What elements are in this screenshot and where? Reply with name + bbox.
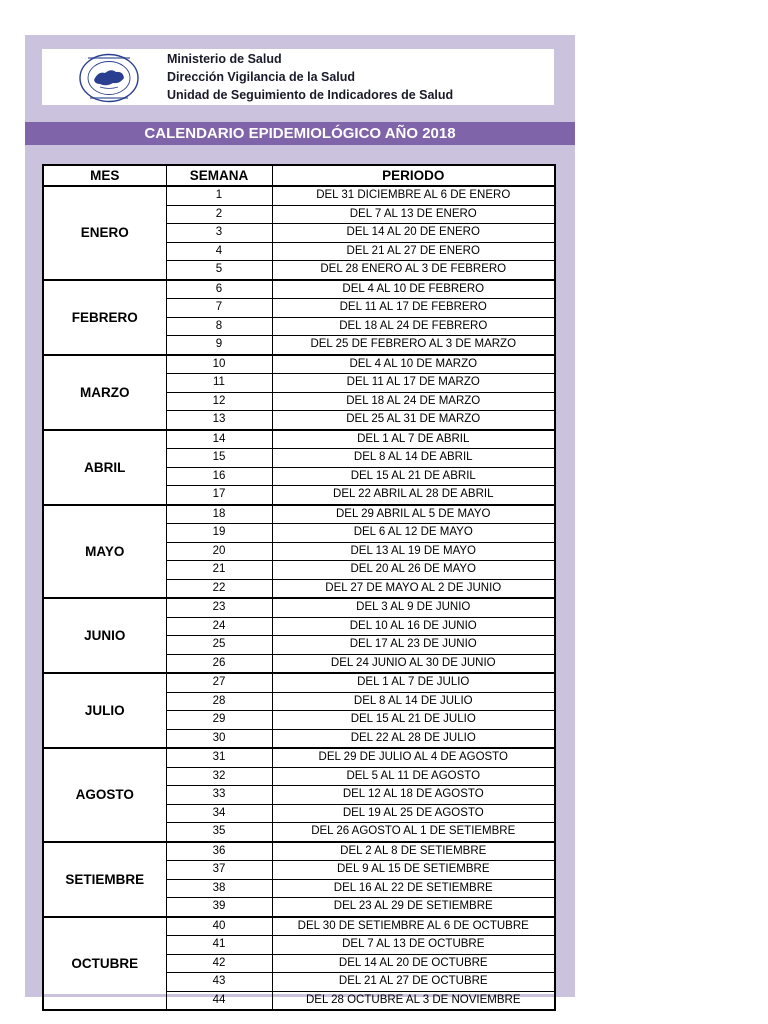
week-number-cell: 5 — [166, 261, 272, 280]
week-number-cell: 10 — [166, 355, 272, 374]
week-number-cell: 28 — [166, 692, 272, 711]
week-number-cell: 15 — [166, 449, 272, 468]
table-row — [43, 355, 555, 374]
period-cell: DEL 10 AL 16 DE JUNIO — [272, 617, 555, 636]
month-cell: ABRIL — [43, 430, 166, 505]
week-number-cell: 43 — [166, 973, 272, 992]
week-number-cell: 1 — [166, 186, 272, 205]
week-number-cell: 14 — [166, 430, 272, 449]
period-cell: DEL 9 AL 15 DE SETIEMBRE — [272, 861, 555, 880]
period-cell: DEL 28 OCTUBRE AL 3 DE NOVIEMBRE — [272, 991, 555, 1010]
week-number-cell: 18 — [166, 505, 272, 524]
ministry-logo-seal — [78, 53, 140, 103]
month-cell: JULIO — [43, 673, 166, 748]
period-cell: DEL 23 AL 29 DE SETIEMBRE — [272, 898, 555, 917]
period-cell: DEL 15 AL 21 DE JULIO — [272, 711, 555, 730]
period-cell: DEL 30 DE SETIEMBRE AL 6 DE OCTUBRE — [272, 917, 555, 936]
period-cell: DEL 24 JUNIO AL 30 DE JUNIO — [272, 654, 555, 673]
header-ministry: Ministerio de Salud — [167, 52, 282, 66]
week-number-cell: 25 — [166, 636, 272, 655]
week-number-cell: 24 — [166, 617, 272, 636]
period-cell: DEL 22 AL 28 DE JULIO — [272, 729, 555, 748]
period-cell: DEL 14 AL 20 DE OCTUBRE — [272, 954, 555, 973]
week-number-cell: 17 — [166, 486, 272, 505]
week-number-cell: 31 — [166, 748, 272, 767]
period-cell: DEL 4 AL 10 DE FEBRERO — [272, 280, 555, 299]
period-cell: DEL 18 AL 24 DE MARZO — [272, 392, 555, 411]
period-cell: DEL 21 AL 27 DE ENERO — [272, 242, 555, 261]
week-number-cell: 34 — [166, 804, 272, 823]
table-row — [43, 673, 555, 692]
period-cell: DEL 17 AL 23 DE JUNIO — [272, 636, 555, 655]
month-cell: OCTUBRE — [43, 917, 166, 1011]
period-cell: DEL 7 AL 13 DE ENERO — [272, 205, 555, 224]
week-number-cell: 29 — [166, 711, 272, 730]
period-cell: DEL 5 AL 11 DE AGOSTO — [272, 767, 555, 786]
period-cell: DEL 25 AL 31 DE MARZO — [272, 411, 555, 430]
header-unit: Unidad de Seguimiento de Indicadores de Salud — [167, 88, 454, 102]
period-cell: DEL 11 AL 17 DE MARZO — [272, 374, 555, 393]
period-cell: DEL 11 AL 17 DE FEBRERO — [272, 299, 555, 318]
period-cell: DEL 13 AL 19 DE MAYO — [272, 542, 555, 561]
week-number-cell: 23 — [166, 598, 272, 617]
period-cell: DEL 20 AL 26 DE MAYO — [272, 561, 555, 580]
month-cell: MARZO — [43, 355, 166, 430]
calendar-table — [42, 164, 556, 1011]
week-number-cell: 38 — [166, 879, 272, 898]
period-cell: DEL 22 ABRIL AL 28 DE ABRIL — [272, 486, 555, 505]
week-number-cell: 40 — [166, 917, 272, 936]
table-row — [43, 280, 555, 299]
period-cell: DEL 3 AL 9 DE JUNIO — [272, 598, 555, 617]
week-number-cell: 4 — [166, 242, 272, 261]
week-number-cell: 12 — [166, 392, 272, 411]
column-header-mes: MES — [43, 165, 166, 186]
week-number-cell: 20 — [166, 542, 272, 561]
week-number-cell: 36 — [166, 842, 272, 861]
week-number-cell: 42 — [166, 954, 272, 973]
week-number-cell: 39 — [166, 898, 272, 917]
week-number-cell: 8 — [166, 317, 272, 336]
month-cell: SETIEMBRE — [43, 842, 166, 917]
week-number-cell: 27 — [166, 673, 272, 692]
period-cell: DEL 6 AL 12 DE MAYO — [272, 524, 555, 543]
period-cell: DEL 26 AGOSTO AL 1 DE SETIEMBRE — [272, 823, 555, 842]
period-cell: DEL 14 AL 20 DE ENERO — [272, 224, 555, 243]
period-cell: DEL 31 DICIEMBRE AL 6 DE ENERO — [272, 186, 555, 205]
week-number-cell: 41 — [166, 936, 272, 955]
table-row — [43, 186, 555, 205]
period-cell: DEL 19 AL 25 DE AGOSTO — [272, 804, 555, 823]
week-number-cell: 3 — [166, 224, 272, 243]
period-cell: DEL 25 DE FEBRERO AL 3 DE MARZO — [272, 336, 555, 355]
week-number-cell: 2 — [166, 205, 272, 224]
week-number-cell: 32 — [166, 767, 272, 786]
page-title: CALENDARIO EPIDEMIOLÓGICO AÑO 2018 — [25, 122, 575, 145]
week-number-cell: 44 — [166, 991, 272, 1010]
month-cell: AGOSTO — [43, 748, 166, 842]
period-cell: DEL 2 AL 8 DE SETIEMBRE — [272, 842, 555, 861]
table-row — [43, 917, 555, 936]
period-cell: DEL 27 DE MAYO AL 2 DE JUNIO — [272, 579, 555, 598]
week-number-cell: 33 — [166, 786, 272, 805]
table-row — [43, 748, 555, 767]
period-cell: DEL 28 ENERO AL 3 DE FEBRERO — [272, 261, 555, 280]
period-cell: DEL 21 AL 27 DE OCTUBRE — [272, 973, 555, 992]
table-header-row — [43, 165, 555, 186]
week-number-cell: 7 — [166, 299, 272, 318]
week-number-cell: 37 — [166, 861, 272, 880]
table-row — [43, 598, 555, 617]
week-number-cell: 22 — [166, 579, 272, 598]
week-number-cell: 21 — [166, 561, 272, 580]
column-header-periodo: PERIODO — [272, 165, 555, 186]
period-cell: DEL 18 AL 24 DE FEBRERO — [272, 317, 555, 336]
period-cell: DEL 29 DE JULIO AL 4 DE AGOSTO — [272, 748, 555, 767]
period-cell: DEL 8 AL 14 DE JULIO — [272, 692, 555, 711]
week-number-cell: 35 — [166, 823, 272, 842]
month-cell: ENERO — [43, 186, 166, 280]
week-number-cell: 30 — [166, 729, 272, 748]
period-cell: DEL 4 AL 10 DE MARZO — [272, 355, 555, 374]
period-cell: DEL 12 AL 18 DE AGOSTO — [272, 786, 555, 805]
week-number-cell: 19 — [166, 524, 272, 543]
header-direction: Dirección Vigilancia de la Salud — [167, 70, 356, 84]
column-header-semana: SEMANA — [166, 165, 272, 186]
period-cell: DEL 16 AL 22 DE SETIEMBRE — [272, 879, 555, 898]
period-cell: DEL 8 AL 14 DE ABRIL — [272, 449, 555, 468]
month-cell: MAYO — [43, 505, 166, 599]
week-number-cell: 9 — [166, 336, 272, 355]
week-number-cell: 26 — [166, 654, 272, 673]
month-cell: JUNIO — [43, 598, 166, 673]
table-row — [43, 430, 555, 449]
table-row — [43, 842, 555, 861]
week-number-cell: 16 — [166, 467, 272, 486]
week-number-cell: 13 — [166, 411, 272, 430]
week-number-cell: 6 — [166, 280, 272, 299]
table-row — [43, 505, 555, 524]
period-cell: DEL 29 ABRIL AL 5 DE MAYO — [272, 505, 555, 524]
period-cell: DEL 15 AL 21 DE ABRIL — [272, 467, 555, 486]
period-cell: DEL 7 AL 13 DE OCTUBRE — [272, 936, 555, 955]
period-cell: DEL 1 AL 7 DE JULIO — [272, 673, 555, 692]
week-number-cell: 11 — [166, 374, 272, 393]
month-cell: FEBRERO — [43, 280, 166, 355]
period-cell: DEL 1 AL 7 DE ABRIL — [272, 430, 555, 449]
